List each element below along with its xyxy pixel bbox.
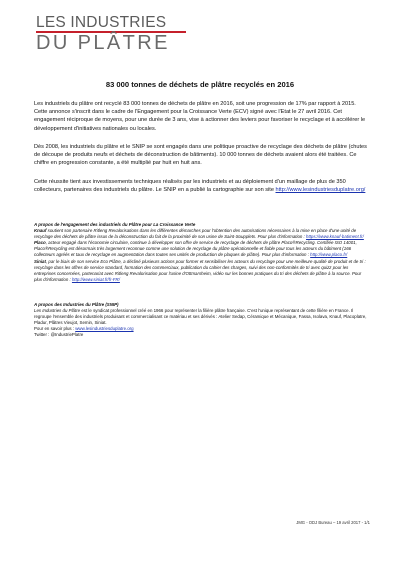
knauf-block [34, 228, 370, 240]
about-text-block [34, 308, 370, 326]
placo-text: , acteur engagé dans l'économie circulaire, continue à développer son offre de service de recyclage de déchets de plâtre Placo®Recycling. Certifiée ISO 14001, Placo®Recycling est désormais très largement reconnue comme une solution de recyclage du plâtre opérationnelle et fiable pour tous les acteurs du bâtiment (166 collecteurs agréés et taux de recyclage en augmentation dans toutes ses unités de production de plaques de plâtre). Pour plus d'information : [34, 240, 357, 258]
placo-link[interactable]: http://www.placo.fr/ [310, 252, 348, 258]
paragraph-2: Dès 2008, les industriels du plâtre et le SNIP se sont engagés dans une politique proactive de recyclage des déchets de plâtre (chutes de découpe de produits neufs et déchets de déconstruction de bâtiments). 10 000 tonnes de déchets avaient alors été traitées. Ce chiffre en progression constante, a été multiplié par huit en huit ans. [34, 144, 367, 167]
knauf-link[interactable]: https://www.knauf-batiment.fr/ [306, 234, 364, 240]
paragraph-1: Les industriels du plâtre ont recyclé 83 000 tonnes de déchets de plâtre en 2016, soit une progression de 17% par rapport à 2015. Cette annonce s'inscrit dans le cadre de l'Engagement pour la Croissance Verte (ECV) signé avec l'Etat le 27 avril 2016. Cet engagement réciproque de moyens, pour une durée de 3 ans, vise à actionner des leviers pour favoriser le recyclage et à accélérer le développement d'initiatives nationales ou locales. [34, 101, 366, 132]
about-text: est le syndicat professionnel créé en 1966 pour représenter la filière plâtre française. C'est l'unique représentant de cette filière en France. Il regroupe l'ensemble des industriels produisant et commercialisant ce matériau et ses dérivés : Atelier Sedap, Céramique et Mécanique, Fassa, Isolava, Knauf, Placoplatre, Pladur, Plâtres Vieujot, Semin, Siniat. [34, 308, 367, 326]
logo-line-1: LES INDUSTRIES [36, 14, 167, 31]
logo-line-2: DU PLÂTRE [36, 32, 170, 54]
placo-name: Placo [34, 240, 46, 246]
about-heading: A propos des Industries du Plâtre (SNIP) [34, 302, 119, 307]
partners-section [34, 222, 370, 283]
siniat-text: , par le biais de son service Eco Plâtre, a décliné plusieurs actions pour former et sensibiliser les acteurs du recyclage pour une meilleure qualité de produit et de tri : recyclage dans les offres de service standard, formation des commerciaux, publication du cahier des charges, suivi des non-conformités de tri avec quizz pour les entreprises concernées, partenariat avec Ritleng Revalorisation pour l'usine d'Ottmarsheim, vidéo sur les bonnes pratiques du tri des déchets de plâtre à la source. Pour plus d'information : [34, 258, 366, 282]
about-section [34, 302, 370, 339]
twitter-handle: Twitter : @IndustriePlatre [34, 332, 84, 338]
paragraph-3 [34, 178, 370, 194]
about-more-label: Pour en savoir plus : [34, 326, 76, 332]
about-name: Les Industries du Plâtre [34, 308, 81, 314]
snip-website-link[interactable]: http://www.lesindustriesduplatre.org/ [275, 187, 366, 194]
siniat-block [34, 259, 370, 283]
knauf-text: soutient son partenaire Ritleng Revalorisations dans les différentes démarches pour l'obtention des autorisations nécessaires à la mise en place d'une unité de recyclage des déchets de plâtre issus de la déconstruction du fait de la proximité de son usine de Saint-Soupplets. Pour plus d'information : [34, 228, 357, 240]
siniat-link[interactable]: http://www.siniat.fr/fr-FR/ [71, 276, 120, 282]
siniat-name: Siniat [34, 258, 46, 264]
placo-block [34, 240, 370, 258]
logo [36, 14, 186, 54]
partners-heading: A propos de l'engagement des industriels du Plâtre pour La Croissance Verte [34, 222, 196, 227]
knauf-name: Knauf [34, 228, 47, 234]
page-footer: JMG - ODJ Bureau – 19 avril 2017 - 1/1 [296, 520, 370, 525]
about-link[interactable]: www.lesindustriesduplatre.org [75, 326, 134, 332]
page-title: 83 000 tonnes de déchets de plâtre recyclés en 2016 [105, 80, 295, 89]
paragraph-3-text: Cette réussite tient aux investissements techniques réalisés par les industriels et au déploiement d'un maillage de plus de 350 collecteurs, partenaires des industriels du plâtre. Le SNIP en a publié la cartographie sur son site [34, 179, 346, 194]
